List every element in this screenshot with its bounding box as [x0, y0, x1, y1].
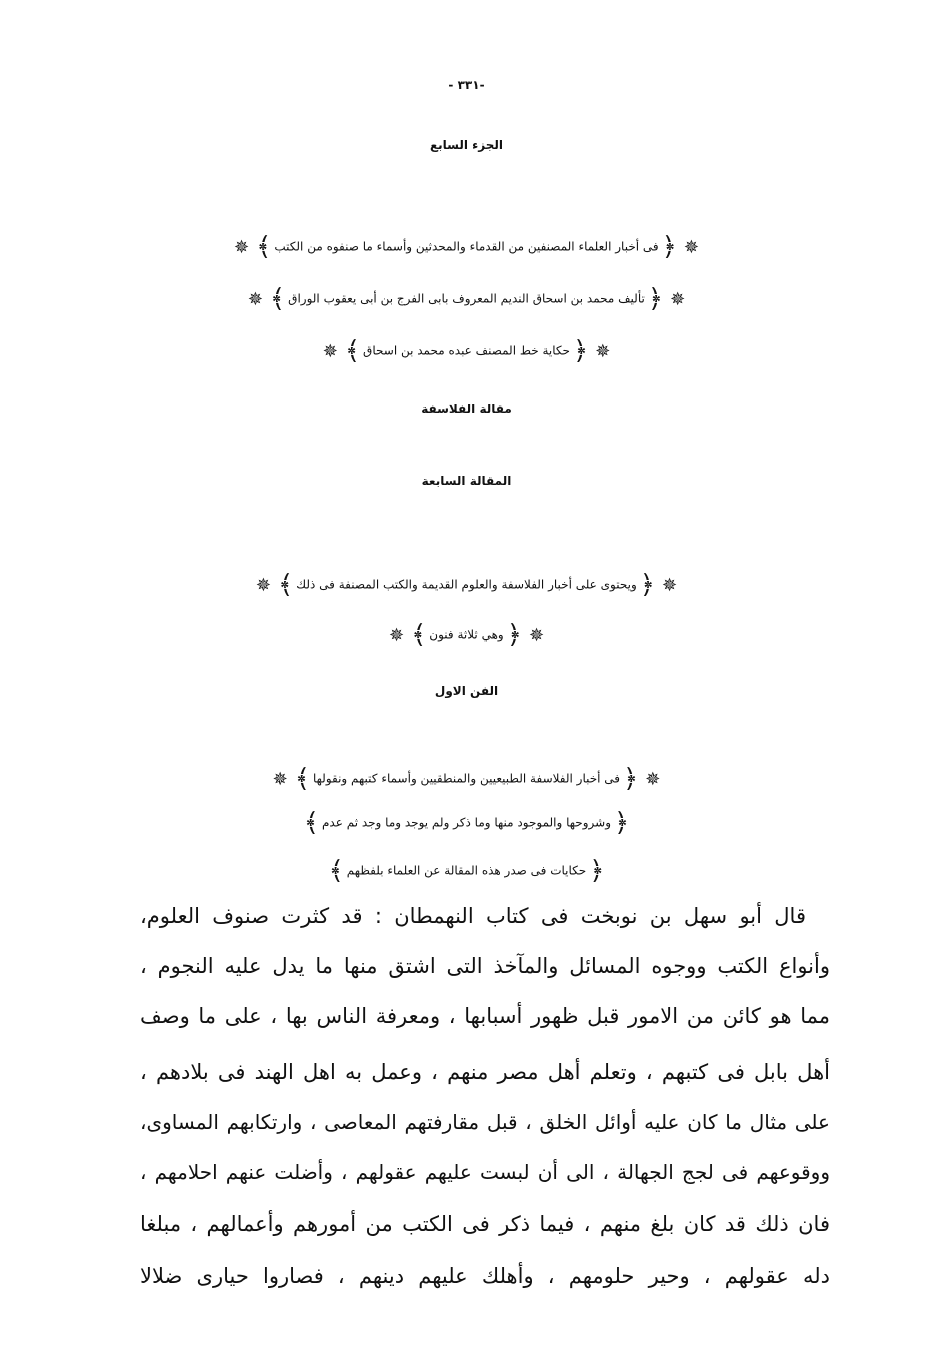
intro-line-text: تأليف محمد بن اسحاق النديم المعروف بابى الفرج بن أبى يعقوب الوراق: [288, 291, 645, 306]
body-line: ووقوعهم فى لجج الجهالة ، الى أن لبست عليهم عقولهم ، وأضلت عنهم احلامهم ،: [140, 1160, 830, 1184]
star-ornament-icon: ✵: [683, 236, 699, 258]
paren-open-icon: ﴿: [506, 620, 522, 650]
body-line: قال أبو سهل بن نوبخت فى كتاب النهمطان : قد كثرت صنوف العلوم،: [140, 904, 806, 928]
page-number: -٣٣١ -: [448, 78, 485, 92]
star-ornament-icon: ✵: [388, 624, 405, 646]
maqala-desc-text: وهي ثلاثة فنون: [429, 627, 504, 642]
body-line: على مثال ما كان عليه أوائل الخلق ، قبل مقارفتهم المعاصى ، وارتكابهم المساوى،: [140, 1110, 830, 1134]
intro-line-text: فى أخبار العلماء المصنفين من القدماء والمحدثين وأسماء ما صنفوه من الكتب: [274, 239, 659, 254]
star-ornament-icon: ✵: [234, 236, 250, 258]
paren-close-icon: ﴾: [328, 856, 344, 886]
star-ornament-icon: ✵: [595, 340, 611, 362]
star-ornament-icon: ✵: [255, 574, 271, 596]
body-line: مما هو كائن من الامور قبل ظهور أسبابها ، ومعرفة الناس بها ، على ما وصف: [140, 1004, 830, 1028]
paren-close-icon: ﴾: [256, 232, 272, 262]
maqala-title: مقالة الفلاسفة: [421, 402, 512, 416]
paren-open-icon: ﴿: [572, 336, 589, 366]
paren-open-icon: ﴿: [647, 284, 664, 314]
fann-desc-text: وشروحها والموجود منها وما ذكر ولم يوجد وما وجد ثم عدم: [322, 815, 611, 830]
fann-desc-line-3: [0, 856, 933, 886]
paren-close-icon: ﴾: [277, 570, 294, 600]
paren-open-icon: ﴿: [639, 570, 655, 600]
star-ornament-icon: ✵: [645, 768, 661, 790]
paren-close-icon: ﴾: [411, 620, 427, 650]
star-ornament-icon: ✵: [247, 288, 263, 310]
fann-desc-line-1: [0, 764, 933, 794]
maqala-desc-text: ويحتوى على أخبار الفلاسفة والعلوم القديمة والكتب المصنفة فى ذلك: [296, 577, 637, 592]
intro-line-text: حكاية خط المصنف عبده محمد بن اسحاق: [363, 343, 570, 358]
body-line: وأنواع الكتب ووجوه المسائل والمآخذ التى اشتق منها ما يدل عليه النجوم ،: [140, 954, 830, 978]
intro-line-3: [0, 336, 933, 366]
paren-close-icon: ﴾: [269, 284, 286, 314]
paren-open-icon: ﴿: [589, 856, 605, 886]
star-ornament-icon: ✵: [670, 288, 686, 310]
fann-title: الفن الاول: [434, 684, 499, 698]
fann-desc-line-2: [0, 808, 933, 838]
intro-line-1: [0, 232, 933, 262]
fann-desc-text: فى أخبار الفلاسفة الطبيعيين والمنطقيين وأسماء كتبهم ونقولها: [312, 771, 621, 786]
part-title: الجزء السابع: [429, 138, 504, 152]
intro-line-2: [0, 284, 933, 314]
paren-close-icon: ﴾: [294, 764, 310, 794]
star-ornament-icon: ✵: [322, 340, 338, 362]
paren-close-icon: ﴾: [344, 336, 361, 366]
star-ornament-icon: ✵: [528, 624, 545, 646]
maqala-number: المقالة السابعة: [421, 474, 512, 488]
star-ornament-icon: ✵: [662, 574, 678, 596]
maqala-desc-line-2: [0, 620, 933, 650]
paren-open-icon: ﴿: [661, 232, 677, 262]
paren-close-icon: ﴾: [303, 808, 319, 838]
paren-open-icon: ﴿: [623, 764, 639, 794]
maqala-desc-line-1: [0, 570, 933, 600]
fann-desc-text: حكايات فى صدر هذه المقالة عن العلماء بلفظهم: [346, 863, 587, 878]
paren-open-icon: ﴿: [614, 808, 630, 838]
star-ornament-icon: ✵: [272, 768, 288, 790]
body-line: دله عقولهم ، وحير حلومهم ، وأهلك عليهم دينهم ، فصاروا حيارى ضلالا: [140, 1264, 830, 1288]
body-line: أهل بابل فى كتبهم ، وتعلم أهل مصر منهم ، وعمل به اهل الهند فى بلادهم ،: [140, 1060, 830, 1084]
body-line: فان ذلك قد كان بلغ منهم ، فيما ذكر فى الكتب من أمورهم وأعمالهم ، مبلغا: [140, 1212, 830, 1236]
